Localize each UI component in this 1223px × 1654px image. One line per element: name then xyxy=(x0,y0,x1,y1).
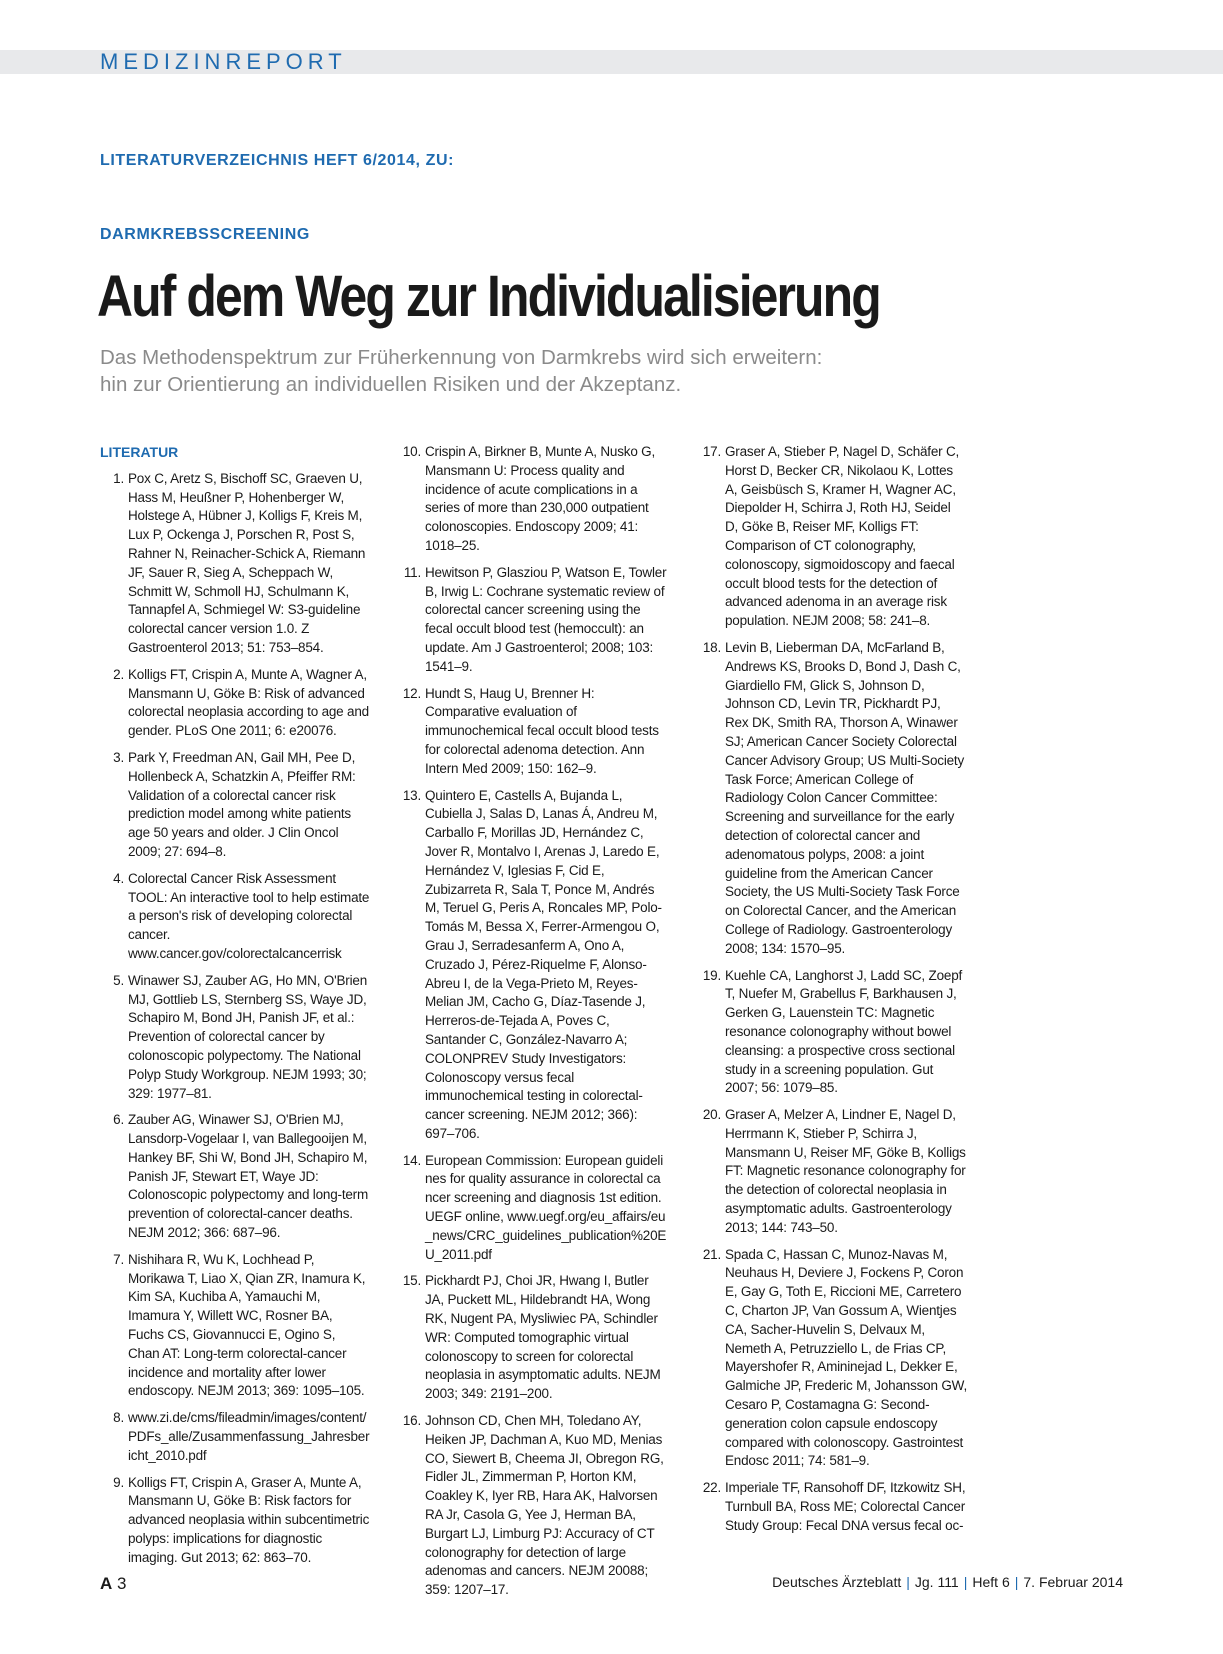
journal-volume: Jg. 111 xyxy=(914,1574,959,1590)
reference-text: Park Y, Freedman AN, Gail MH, Pee D, Hollenbeck A, Schatzkin A, Pfeiffer RM: Validation of a colorectal cancer risk prediction model among white patients age 50 years and older. J Clin Oncol 2009; 27: 694–8. xyxy=(128,749,356,859)
reference-item xyxy=(697,1246,967,1472)
reference-number: 14. xyxy=(402,1152,421,1168)
reference-number: 1. xyxy=(113,470,124,486)
reference-item xyxy=(100,1409,370,1465)
reference-number: 12. xyxy=(402,685,421,701)
subtitle-line-1: Das Methodenspektrum zur Früherkennung von Darmkrebs wird sich erweitern: xyxy=(100,346,823,369)
reference-text: Hewitson P, Glasziou P, Watson E, Towler B, Irwig L: Cochrane systematic review of colorectal cancer screening using the fecal occult blood test (hemoccult): an update. Am J Gastroenterol; 2008; 103: 1541–9. xyxy=(425,564,667,674)
reference-item xyxy=(397,1152,667,1265)
reference-number: 4. xyxy=(113,870,124,886)
reference-item xyxy=(697,1106,967,1238)
reference-item xyxy=(100,1474,370,1568)
literature-label: LITERATUR xyxy=(100,444,179,460)
reference-number: 16. xyxy=(402,1413,421,1429)
reference-number: 15. xyxy=(402,1273,421,1289)
separator: | xyxy=(963,1574,968,1590)
reference-number: 22. xyxy=(702,1480,721,1496)
reference-number: 6. xyxy=(113,1112,124,1128)
reference-text: Hundt S, Haug U, Brenner H: Comparative evaluation of immunochemical fecal occult blood tests for colorectal adenoma detection. Ann Intern Med 2009; 150: 162–9. xyxy=(425,685,659,776)
reference-number: 20. xyxy=(702,1107,721,1123)
reference-item xyxy=(100,972,370,1104)
reference-text: European Commission: European guidelines for quality assurance in colorectal cancer screening and diagnosis 1st edition. UEGF online, www.uegf.org/eu_affairs/eu_news/CRC_guidelines_publication%20EU_2011.pdf xyxy=(425,1152,667,1262)
subtitle-line-2: hin zur Orientierung an individuellen Risiken und der Akzeptanz. xyxy=(100,373,682,396)
references-column-1 xyxy=(100,443,370,1576)
reference-item xyxy=(100,870,370,964)
reference-item xyxy=(697,1479,967,1535)
reference-number: 5. xyxy=(113,972,124,988)
references-column-2 xyxy=(397,443,667,1608)
reference-number: 2. xyxy=(113,666,124,682)
reference-text: Kuehle CA, Langhorst J, Ladd SC, Zoepf T, Nuefer M, Grabellus F, Barkhausen J, Gerken G, Lauenstein TC: Magnetic resonance colonography without bowel cleansing: a prospective cross sectional study in a screening population. Gut 2007; 56: 1079–85. xyxy=(725,967,963,1096)
reference-text: Kolligs FT, Crispin A, Munte A, Wagner A, Mansmann U, Göke B: Risk of advanced colorectal neoplasia according to age and gender. PLoS One 2011; 6: e20076. xyxy=(128,666,369,739)
reference-text: Quintero E, Castells A, Bujanda L, Cubiella J, Salas D, Lanas Á, Andreu M, Carballo F, Morillas JD, Hernández C, Jover R, Montalvo I, Arenas J, Laredo E, Hernández V, Iglesias F, Cid E, Zubizarreta R, Sala T, Ponce M, Andrés M, Teruel G, Peris A, Roncales MP, Polo-Tomás M, Bessa X, Ferrer-Armengou O, Grau J, Serradesanferm A, Ono A, Cruzado J, Pérez-Riquelme F, Alonso-Abreu I, de la Vega-Prieto M, Reyes-Melian JM, Cacho G, Díaz-Tasende J, Herreros-de-Tejada A, Poves C, Santander C, González-Navarro A; COLONPREV Study Investigators: Colonoscopy versus fecal immunochemical testing in colorectal-cancer screening. NEJM 2012; 366): 697–706. xyxy=(425,787,662,1141)
reference-item xyxy=(697,639,967,959)
reference-text: Nishihara R, Wu K, Lochhead P, Morikawa T, Liao X, Qian ZR, Inamura K, Kim SA, Kuchiba A, Yamauchi M, Imamura Y, Willett WC, Rosner BA, Fuchs CS, Giovannucci E, Ogino S, Chan AT: Long-term colorectal-cancer incidence and mortality after lower endoscopy. NEJM 2013; 369: 1095–105. xyxy=(128,1251,366,1399)
page-number-value: 3 xyxy=(117,1574,127,1593)
reference-text: Crispin A, Birkner B, Munte A, Nusko G, Mansmann U: Process quality and incidence of acute complications in a series of more than 230,000 outpatient colonoscopies. Endoscopy 2009; 41: 1018–25. xyxy=(425,444,656,553)
reference-item xyxy=(697,967,967,1099)
reference-item xyxy=(100,1111,370,1243)
reference-number: 9. xyxy=(113,1474,124,1490)
reference-text: Johnson CD, Chen MH, Toledano AY, Heiken JP, Dachman A, Kuo MD, Menias CO, Siewert B, Cheema JI, Obregon RG, Fidler JL, Zimmerman P, Horton KM, Coakley K, Iyer RB, Hara AK, Halvorsen RA Jr, Casola G, Yee J, Herman BA, Burgart LJ, Limburg PJ: Accuracy of CT colonography for detection of large adenomas and cancers. NEJM 20088; 359: 1207–17. xyxy=(425,1413,664,1598)
reference-number: 21. xyxy=(702,1246,721,1262)
reference-item xyxy=(100,470,370,658)
reference-text: Spada C, Hassan C, Munoz-Navas M, Neuhaus H, Deviere J, Fockens P, Coron E, Gay G, Toth E, Riccioni ME, Carretero C, Charton JP, Van Gossum A, Wientjes CA, Sacher-Huvelin S, Delvaux M, Nemeth A, Petruzziello L, de Frias CP, Mayershofer R, Amininejad L, Dekker E, Galmiche JP, Frederic M, Johansson GW, Cesaro P, Costamagna G: Second-generation colon capsule endoscopy compared with colonoscopy. Gastrointest Endosc 2011; 74: 581–9. xyxy=(725,1246,967,1469)
literature-heading: LITERATURVERZEICHNIS HEFT 6/2014, ZU: xyxy=(100,152,455,169)
reference-text: www.zi.de/cms/fileadmin/images/content/PDFs_alle/Zusammenfassung_Jahresbericht_2010.pdf xyxy=(128,1410,370,1463)
separator: | xyxy=(906,1574,910,1590)
reference-number: 19. xyxy=(702,967,721,983)
reference-item xyxy=(100,1251,370,1401)
reference-item xyxy=(100,666,370,741)
reference-text: Kolligs FT, Crispin A, Graser A, Munte A, Mansmann U, Göke B: Risk factors for advanced neoplasia within subcentimetric polyps: implications for diagnostic imaging. Gut 2013; 62: 863–70. xyxy=(128,1474,370,1565)
reference-text: Graser A, Melzer A, Lindner E, Nagel D, Herrmann K, Stieber P, Schirra J, Mansmann U, Reiser MF, Göke B, Kolligs FT: Magnetic resonance colonography for the detection of colorectal neoplasia in asymptomatic adults. Gastroenterology 2013; 144: 743–50. xyxy=(725,1107,966,1235)
journal-name: Deutsches Ärzteblatt xyxy=(772,1574,902,1590)
reference-item xyxy=(397,1272,667,1404)
article-kicker: DARMKREBSSCREENING xyxy=(100,226,310,243)
separator: | xyxy=(1014,1574,1019,1590)
journal-info xyxy=(772,1574,1123,1590)
reference-item xyxy=(397,787,667,1144)
reference-text: Pickhardt PJ, Choi JR, Hwang I, Butler JA, Puckett ML, Hildebrandt HA, Wong RK, Nugent PA, Mysliwiec PA, Schindler WR: Computed tomographic virtual colonoscopy to screen for colorectal neoplasia in asymptomatic adults. NEJM 2003; 349: 2191–200. xyxy=(425,1273,661,1402)
reference-number: 3. xyxy=(113,749,124,765)
reference-item xyxy=(397,685,667,779)
references-column-3 xyxy=(697,443,967,1544)
reference-text: Graser A, Stieber P, Nagel D, Schäfer C, Horst D, Becker CR, Nikolaou K, Lottes A, Geisbüsch S, Kramer H, Wagner AC, Diepolder H, Schirra J, Roth HJ, Seidel D, Göke B, Reiser MF, Kolligs FT: Comparison of CT colonography, colonoscopy, sigmoidoscopy and faecal occult blood tests for the detection of advanced adenoma in an average risk population. NEJM 2008; 58: 241–8. xyxy=(725,444,960,629)
reference-item xyxy=(397,564,667,677)
reference-text: Winawer SJ, Zauber AG, Ho MN, O'Brien MJ, Gottlieb LS, Sternberg SS, Waye JD, Schapiro M, Bond JH, Panish JF, et al.: Prevention of colorectal cancer by colonoscopic polypectomy. The National Polyp Study Workgroup. NEJM 1993; 30; 329: 1977–81. xyxy=(128,972,368,1101)
journal-date: 7. Februar 2014 xyxy=(1023,1574,1123,1590)
section-label: MEDIZINREPORT xyxy=(100,49,347,74)
reference-number: 7. xyxy=(113,1251,124,1267)
article-subtitle xyxy=(100,344,1000,398)
reference-text: Colorectal Cancer Risk Assessment TOOL: An interactive tool to help estimate a person's risk of developing colorectal cancer. www.cancer.gov/colorectalcancerrisk xyxy=(128,870,370,961)
reference-item xyxy=(397,1412,667,1600)
reference-number: 18. xyxy=(702,639,721,655)
reference-item xyxy=(100,749,370,862)
reference-number: 17. xyxy=(702,444,721,459)
reference-number: 10. xyxy=(402,444,421,459)
page-number xyxy=(100,1574,126,1594)
reference-number: 11. xyxy=(403,564,421,580)
reference-text: Imperiale TF, Ransohoff DF, Itzkowitz SH, Turnbull BA, Ross ME; Colorectal Cancer Study Group: Fecal DNA versus fecal oc- xyxy=(725,1480,966,1533)
reference-item xyxy=(397,443,667,556)
page-prefix: A xyxy=(100,1574,113,1593)
reference-number: 13. xyxy=(402,787,421,803)
reference-text: Pox C, Aretz S, Bischoff SC, Graeven U, Hass M, Heußner P, Hohenberger W, Holstege A, Hübner J, Kolligs F, Kreis M, Lux P, Ockenga J, Porschen R, Post S, Rahner N, Reinacher-Schick A, Riemann JF, Sauer R, Sieg A, Scheppach W, Schmitt W, Schmoll HJ, Schulmann K, Tannapfel A, Schmiegel W: S3-guideline colorectal cancer version 1.0. Z Gastroenterol 2013; 51: 753–854. xyxy=(128,470,366,655)
journal-issue: Heft 6 xyxy=(972,1574,1010,1590)
reference-item xyxy=(697,443,967,631)
reference-text: Zauber AG, Winawer SJ, O'Brien MJ, Lansdorp-Vogelaar I, van Ballegooijen M, Hankey BF, Shi W, Bond JH, Schapiro M, Panish JF, Stewart ET, Waye JD: Colonoscopic polypectomy and long-term prevention of colorectal-cancer deaths. NEJM 2012; 366: 687–96. xyxy=(128,1112,369,1241)
reference-number: 8. xyxy=(113,1410,124,1426)
reference-text: Levin B, Lieberman DA, McFarland B, Andrews KS, Brooks D, Bond J, Dash C, Giardiello FM, Glick S, Johnson D, Johnson CD, Levin TR, Pickhardt PJ, Rex DK, Smith RA, Thorson A, Winawer SJ; American Cancer Society Colorectal Cancer Advisory Group; US Multi-Society Task Force; American College of Radiology Colon Cancer Committee: Screening and surveillance for the early detection of colorectal cancer and adenomatous polyps, 2008: a joint guideline from the American Cancer Society, the US Multi-Society Task Force on Colorectal Cancer, and the American College of Radiology. Gastroenterology 2008; 134: 1570–95. xyxy=(725,639,965,956)
article-title: Auf dem Weg zur Individualisierung xyxy=(97,264,880,329)
